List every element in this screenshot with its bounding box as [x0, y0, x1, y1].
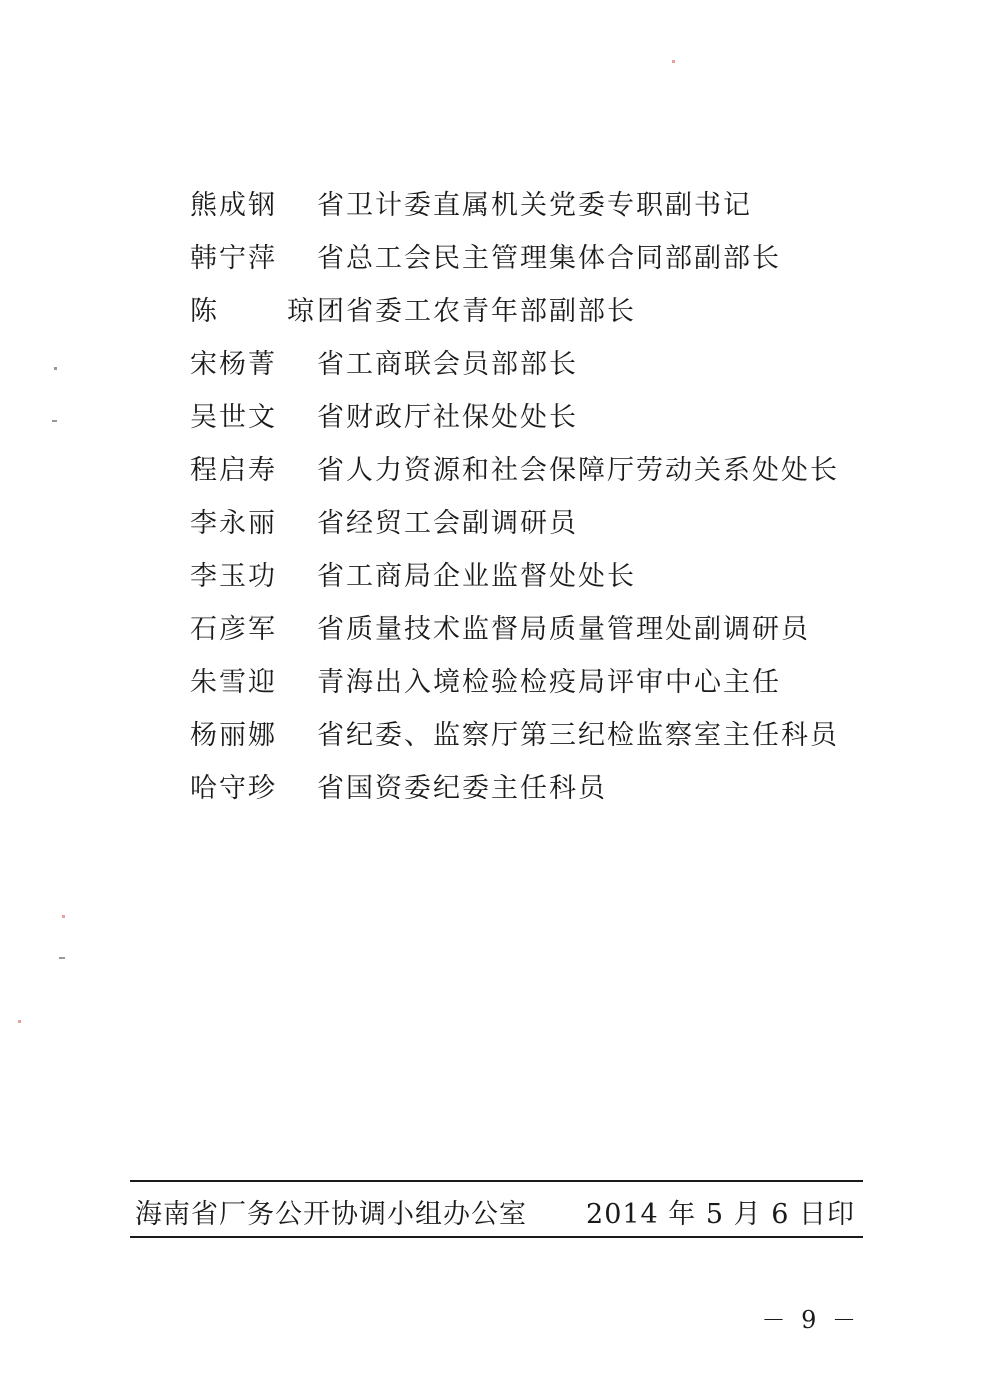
list-item	[190, 759, 890, 812]
member-name	[190, 289, 316, 328]
list-item	[190, 176, 890, 229]
member-name-part: 陈	[190, 296, 219, 327]
member-name: 韩宁萍	[190, 243, 277, 274]
member-name: 石彦军	[190, 614, 277, 645]
member-position: 省质量技术监督局质量管理处副调研员	[317, 614, 810, 645]
scan-speck	[59, 957, 65, 959]
list-item	[190, 600, 890, 653]
list-item	[190, 388, 890, 441]
member-name: 朱雪迎	[190, 667, 277, 698]
scan-speck	[52, 420, 57, 422]
footer-print-date: 2014 年 5 月 6 日印	[586, 1199, 855, 1230]
list-item	[190, 653, 890, 706]
footer-bottom-rule	[130, 1236, 863, 1238]
list-item	[190, 494, 890, 547]
list-item	[190, 706, 890, 759]
member-position: 省卫计委直属机关党委专职副书记	[317, 190, 752, 221]
member-name: 杨丽娜	[190, 720, 277, 751]
member-name: 程启寿	[190, 455, 277, 486]
list-item	[190, 229, 890, 282]
member-position: 省经贸工会副调研员	[317, 508, 578, 539]
member-name: 吴世文	[190, 402, 277, 433]
member-name: 哈守珍	[190, 773, 277, 804]
member-position: 省国资委纪委主任科员	[317, 773, 607, 804]
member-position: 团省委工农青年部副部长	[317, 296, 636, 327]
member-position: 省工商联会员部部长	[317, 349, 578, 380]
member-name: 李永丽	[190, 508, 277, 539]
scan-speck	[672, 60, 675, 63]
member-position: 省总工会民主管理集体合同部副部长	[317, 243, 781, 274]
member-name: 熊成钢	[190, 190, 277, 221]
member-position: 省财政厅社保处处长	[317, 402, 578, 433]
member-name: 宋杨菁	[190, 349, 277, 380]
member-name: 李玉功	[190, 561, 277, 592]
member-position: 省纪委、监察厅第三纪检监察室主任科员	[317, 720, 839, 751]
scan-speck	[62, 915, 65, 918]
footer-top-rule	[130, 1180, 863, 1182]
list-item	[190, 335, 890, 388]
list-item	[190, 441, 890, 494]
member-position: 省工商局企业监督处处长	[317, 561, 636, 592]
page-number: － 9 －	[761, 1306, 860, 1334]
member-position: 省人力资源和社会保障厅劳动关系处处长	[317, 455, 839, 486]
member-list	[190, 176, 890, 812]
footer-imprint	[135, 1192, 855, 1231]
scan-speck	[54, 367, 57, 370]
footer-issuer: 海南省厂务公开协调小组办公室	[135, 1199, 527, 1230]
member-name-part: 琼	[287, 296, 316, 327]
member-position: 青海出入境检验检疫局评审中心主任	[317, 667, 781, 698]
list-item	[190, 282, 890, 335]
list-item	[190, 547, 890, 600]
scan-speck	[18, 1020, 21, 1023]
